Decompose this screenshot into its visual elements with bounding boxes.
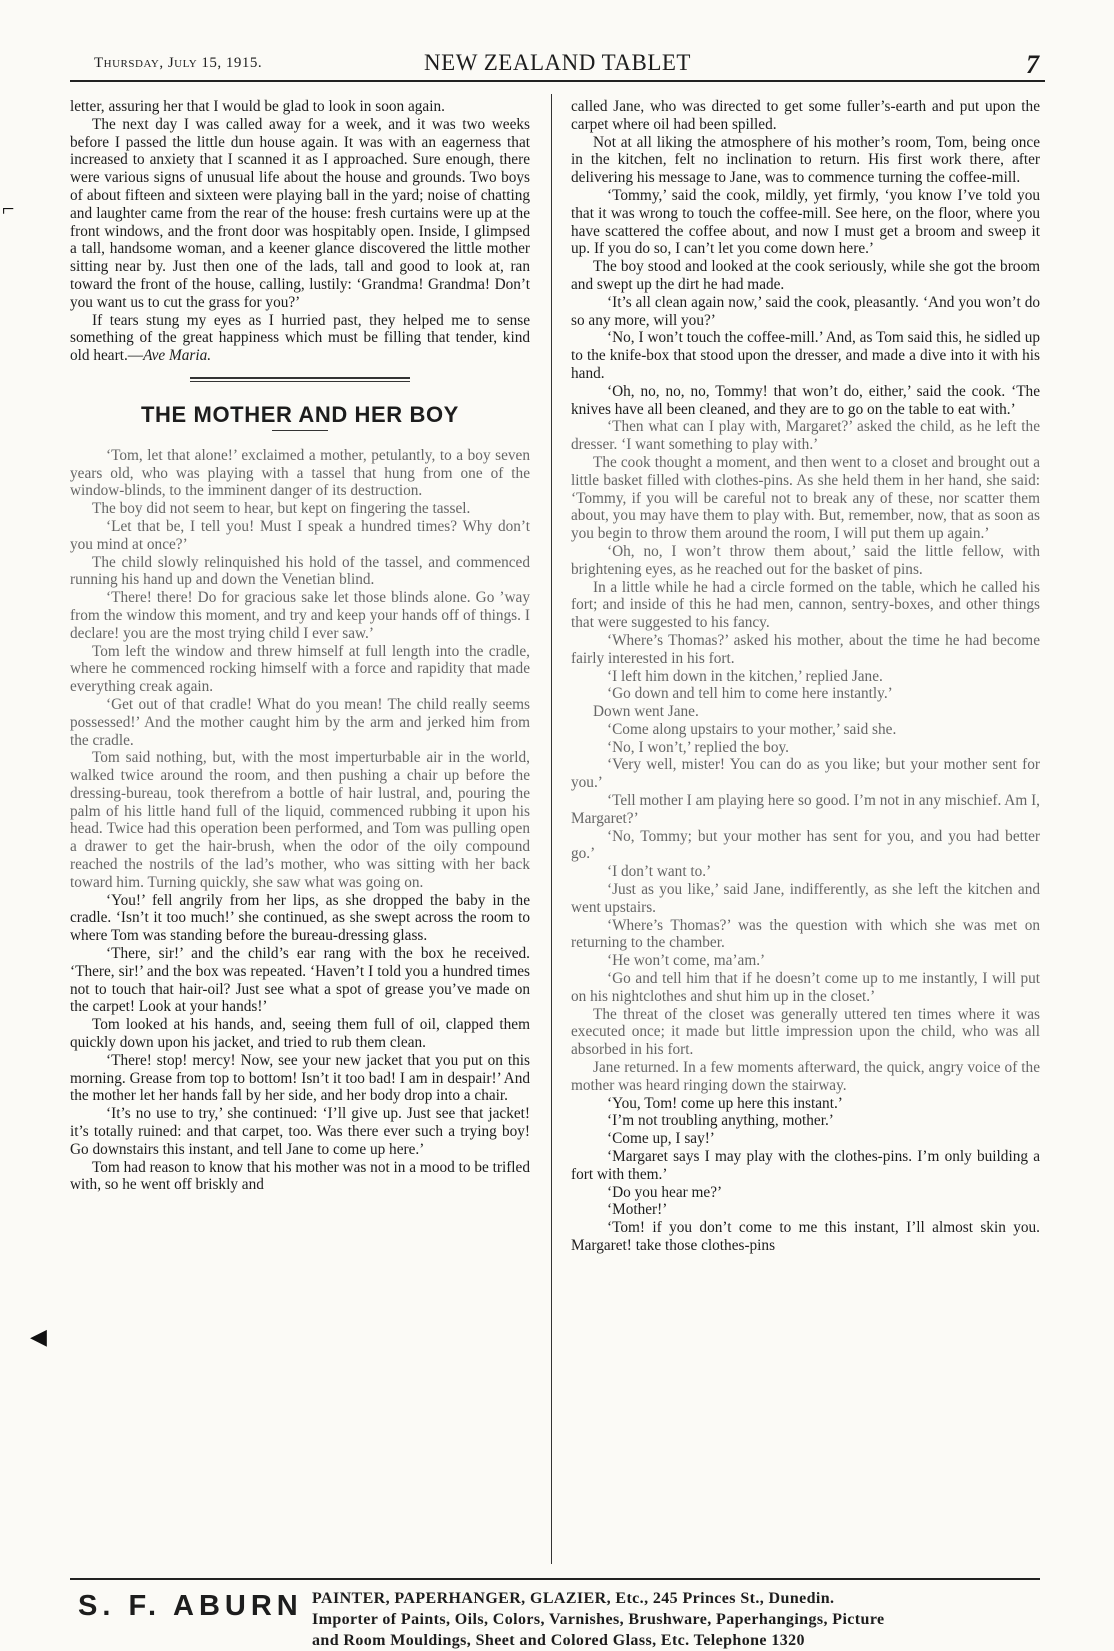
newspaper-title: NEW ZEALAND TABLET (424, 50, 691, 75)
story-paragraph: ‘Get out of that cradle! What do you mean! The child really seems possessed!’ And the mother caught him by the arm and jerked him from the cradle. (70, 695, 530, 749)
story-paragraph: Down went Jane. (593, 703, 699, 721)
arrow-mark-icon: ⌐ (2, 196, 15, 221)
story-paragraph: ‘There! there! Do for gracious sake let those blinds alone. Go ’way from the window this moment, and try and keep your hands off of things. I declare! you are the most trying child I ever saw.’ (70, 589, 530, 642)
story-paragraph: The cook thought a moment, and then went to a closet and brought out a little basket filled with clothes-pins. As she held them in her hand, she said: ‘Tommy, if you will be careful not to break any of these, nor scatter them about, you may have them to play with. But, remember, now, that as soon as you begin to throw them around the room, I will put them up again.’ (571, 453, 1040, 543)
section-rule (190, 377, 410, 382)
story-body-left (70, 447, 530, 892)
page-number: 7 (1026, 50, 1039, 79)
story-headline: THE MOTHER AND HER BOY (141, 401, 459, 427)
ad-line-3: and Room Mouldings, Sheet and Colored Glass, Etc. Telephone 1320 (312, 1632, 805, 1649)
story-paragraph: ‘It’s no use to try,’ she continued: ‘I’ll give up. Just see that jacket! it’s totally ruined: and that carpet, too. Was there ever such a trying boy! Go downstairs this instant, and tell Jane to come up here.’ (70, 1105, 530, 1158)
intro-closing-text: If tears stung my eyes as I hurried past, they helped me to sense something of the great happiness which must be filling that tender, kind old heart.— (70, 311, 530, 365)
story-paragraph: ‘Oh, no, I won’t throw them about,’ said the little fellow, with brightening eyes, as he reached out for the basket of pins. (571, 542, 1040, 578)
story-paragraph: ‘Tom! if you don’t come to me this instant, I’ll almost skin you. Margaret! take those clothes-pins (571, 1219, 1040, 1254)
story-paragraph: ‘Where’s Thomas?’ was the question with which she was met on returning to the chamber. (571, 916, 1040, 952)
story-paragraph: ‘Come along upstairs to your mother,’ said she. (607, 720, 897, 738)
story-paragraph: Tom said nothing, but, with the most imperturbable air in the world, walked twice around the room, and then pushing a chair up before the dressing-bureau, took therefrom a bottle of hair lustral, and, pouring the palm of his little hand full of the liquid, commenced rubbing it upon his head. Twice had this operation been performed, and Tom was pulling open a drawer to get the hair-brush, when the odor of the oily compound reached the nostrils of the lad’s mother, who was sitting with her back toward him. Turning quickly, she saw what was going on. (70, 749, 530, 891)
story-paragraph: The boy stood and looked at the cook seriously, while she got the broom and swept up the dirt he had made. (571, 258, 1040, 293)
story-paragraph: ‘Oh, no, no, no, Tommy! that won’t do, either,’ said the cook. ‘The knives have all been cleaned, and they are to go on the table to eat with.’ (571, 382, 1040, 418)
story-paragraph: ‘No, I won’t,’ replied the boy. (607, 738, 789, 756)
story-paragraph: ‘There, sir!’ and the child’s ear rang with the box he received. ‘There, sir!’ and the box was repeated. ‘Haven’t I told you a hundred times not to touch that hair-oil? Just see what a spot of grease you’ve made on the carpet! Look at your hands!’ (70, 945, 530, 1016)
story-paragraph: ‘No, I won’t touch the coffee-mill.’ And, as Tom said this, he sidled up to the knife-box that stood upon the dresser, and made a dive into it with his hand. (571, 329, 1040, 382)
intro-paragraph: The next day I was called away for a week, and it was two weeks before I passed the little dun house again. It was with an eagerness that increased to anxiety that I scanned it as I approached. Sure enough, there were various signs of unusual life about the house and grounds. Two boys of about fifteen and sixteen were playing ball in the yard; noise of chatting and laughter came from the rear of the house: fresh curtains were up at the front windows, and the front door was hospitably open. Inside, I glimpsed a tall, handsome woman, and a keener glance discovered the little mother sitting near by. Just then one of the lads, tall and good to look at, ran toward the front of the house, calling, lustily: ‘Grandma! Grandma! Don’t you want us to cut the grass for you?’ (70, 115, 530, 311)
issue-date: Thursday, July 15, 1915. (94, 55, 263, 71)
story-paragraph: ‘Go and tell him that if he doesn’t come up to me instantly, I will put on his nightclothes and shut him up in the closet.’ (571, 970, 1040, 1005)
story-paragraph: The boy did not seem to hear, but kept on fingering the tassel. (92, 500, 471, 518)
story-paragraph: ‘Tell mother I am playing here so good. I’m not in any mischief. Am I, Margaret?’ (571, 792, 1040, 827)
story-paragraph: ‘Tom, let that alone!’ exclaimed a mother, petulantly, to a boy seven years old, who was playing with a tassel that hung from one of the window-blinds, to the imminent danger of its destruction. (70, 446, 530, 500)
story-paragraph: ‘You, Tom! come up here this instant.’ (607, 1094, 843, 1112)
story-paragraph: ‘He won’t come, ma’am.’ (607, 952, 766, 970)
story-paragraph: ‘Come up, I say!’ (607, 1130, 715, 1148)
story-paragraph: ‘I don’t want to.’ (607, 863, 712, 881)
masthead (70, 52, 1045, 82)
story-paragraph: ‘I’m not troubling anything, mother.’ (607, 1112, 834, 1130)
story-paragraph: ‘Do you hear me?’ (607, 1183, 723, 1201)
story-paragraph: In a little while he had a circle formed on the table, which he called his fort; and inside of this he had men, cannon, sentry-boxes, and other things that were suggested to his fancy. (571, 578, 1040, 632)
left-column (70, 98, 530, 1194)
story-paragraph: Tom had reason to know that his mother was not in a mood to be trifled with, so he went off briskly and (70, 1158, 530, 1194)
headline-rule (272, 430, 328, 431)
story-paragraph: Jane returned. In a few moments afterward, the quick, angry voice of the mother was heard ringing down the stairway. (571, 1059, 1040, 1094)
advertisement-rule (70, 1578, 1040, 1580)
intro-paragraph: letter, assuring her that I would be glad to look in soon again. (70, 98, 445, 115)
story-paragraph: Not at all liking the atmosphere of his mother’s room, Tom, being once in the kitchen, felt no inclination to return. His first work there, after delivering his message to Jane, was to commence turning the coffee-mill. (571, 133, 1040, 187)
story-paragraph: ‘There! stop! mercy! Now, see your new jacket that you put on this morning. Grease from top to bottom! Isn’t it too bad! I am in despair!’ And the mother let her hands fall by her side, and her body drop into a chair. (70, 1051, 530, 1105)
story-paragraph: The threat of the closet was generally uttered ten times where it was executed once; it made but little impression upon the child, who was all absorbed in his fort. (571, 1005, 1040, 1059)
story-paragraph: ‘Let that be, I tell you! Must I speak a hundred times? Why don’t you mind at once?’ (70, 517, 530, 553)
story-paragraph: ‘Mother!’ (607, 1201, 668, 1219)
story-paragraph: Tom looked at his hands, and, seeing them full of oil, clapped them quickly down upon his jacket, and tried to rub them clean. (70, 1016, 530, 1052)
story-paragraph: ‘Go down and tell him to come here instantly.’ (607, 685, 893, 703)
column-divider (551, 94, 552, 1564)
advertisement-text (312, 1588, 1032, 1651)
story-paragraph: ‘Margaret says I may play with the clothes-pins. I’m only building a fort with them.’ (571, 1148, 1040, 1183)
story-paragraph: ‘Where’s Thomas?’ asked his mother, about the time he had become fairly interested in his fort. (571, 631, 1040, 667)
story-paragraph: called Jane, who was directed to get some fuller’s-earth and put upon the carpet where oil had been spilled. (571, 98, 1040, 133)
story-paragraph: Tom left the window and threw himself at full length into the cradle, where he commenced rocking himself with a force and rapidity that made everything creak again. (70, 642, 530, 696)
pointing-hand-icon: ◀ (30, 1324, 47, 1349)
story-paragraph: ‘It’s all clean again now,’ said the cook, pleasantly. ‘And you won’t do so any more, will you?’ (571, 293, 1040, 329)
story-paragraph: ‘Just as you like,’ said Jane, indifferently, as she left the kitchen and went upstairs. (571, 881, 1040, 916)
story-paragraph: ‘Tommy,’ said the cook, mildly, yet firmly, ‘you know I’ve told you that it was wrong to touch the coffee-mill. See here, on the floor, where you have scattered the coffee about, and now I must get a broom and sweep it up. If you do so, I can’t let you come down here.’ (571, 186, 1040, 258)
right-column (571, 98, 1040, 1255)
story-paragraph: The child slowly relinquished his hold of the tassel, and commenced running his hand up and down the Venetian blind. (70, 553, 530, 589)
ad-line-2: Importer of Paints, Oils, Colors, Varnishes, Brushware, Paperhangings, Picture (312, 1611, 885, 1628)
story-paragraph: ‘You!’ fell angrily from her lips, as she dropped the baby in the cradle. ‘Isn’t it too much!’ she continued, as she swept across the room to where Tom was standing before the bureau-dressing glass. (70, 891, 530, 945)
story-paragraph: ‘No, Tommy; but your mother has sent for you, and you had better go.’ (571, 827, 1040, 863)
story-paragraph: ‘Very well, mister! You can do as you like; but your mother sent for you.’ (571, 756, 1040, 792)
intro-source: Ave Maria. (143, 347, 212, 365)
advertiser-name: S. F. ABURN (78, 1590, 303, 1622)
story-paragraph: ‘Then what can I play with, Margaret?’ asked the child, as he left the dresser. ‘I want something to play with.’ (571, 418, 1040, 454)
story-paragraph: ‘I left him down in the kitchen,’ replied Jane. (607, 667, 883, 685)
intro-paragraph (70, 312, 530, 365)
ad-line-1: PAINTER, PAPERHANGER, GLAZIER, Etc., 245 Princes St., Dunedin. (312, 1590, 835, 1607)
